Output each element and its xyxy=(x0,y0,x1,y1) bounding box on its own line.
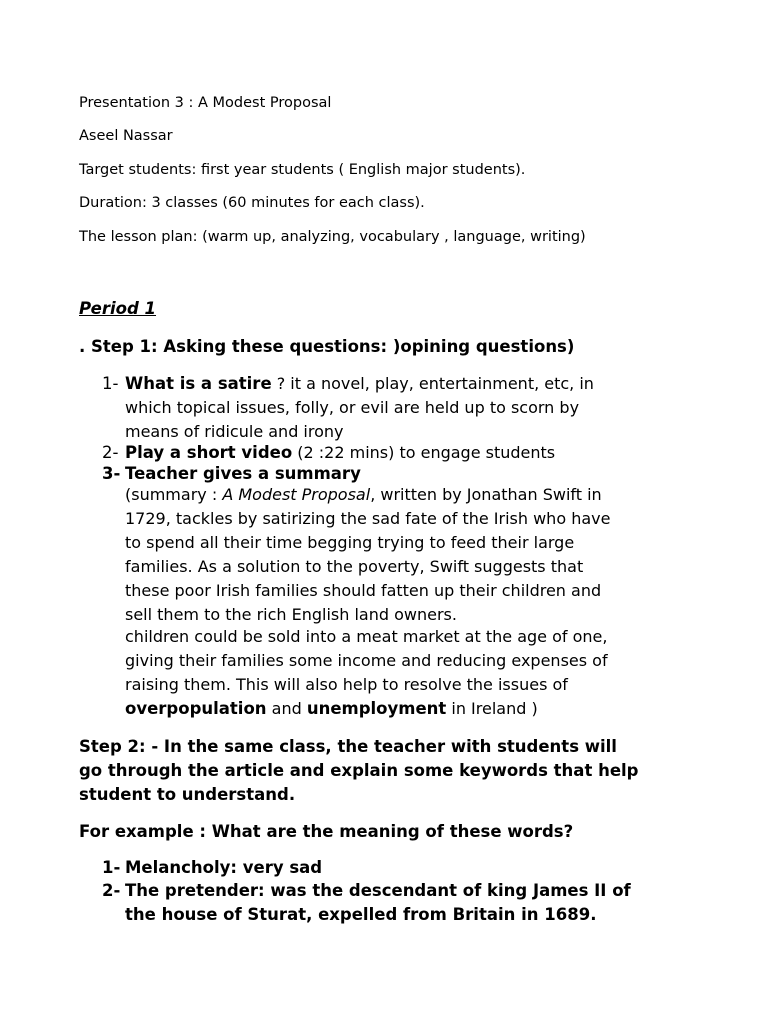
summary-line: giving their families some income and reducing expenses of xyxy=(125,651,608,670)
list-item xyxy=(125,442,555,464)
step1-heading xyxy=(79,336,574,358)
example-heading: For example : What are the meaning of these words? xyxy=(79,822,574,841)
satire-definition-cont: which topical issues, folly, or evil are held up to scorn by xyxy=(125,398,580,417)
summary-line: to spend all their time begging trying to feed their large xyxy=(125,533,575,552)
summary-line xyxy=(125,698,538,720)
summary-open: (summary : xyxy=(125,485,223,504)
video-item: Play a short video xyxy=(125,443,293,462)
work-title: A Modest Proposal xyxy=(222,485,371,504)
step1-prefix: . xyxy=(79,337,92,356)
summary-line xyxy=(125,484,602,506)
vocab-item: The pretender: was the descendant of king James II of xyxy=(125,881,631,900)
step2-line: student to understand. xyxy=(79,785,296,804)
summary-line: families. As a solution to the poverty, Swift suggests that xyxy=(125,557,584,576)
duration: Duration: 3 classes (60 minutes for each class). xyxy=(79,195,425,211)
list-item-number: 2- xyxy=(102,881,121,900)
lesson-plan: The lesson plan: (warm up, analyzing, vocabulary , language, writing) xyxy=(79,229,586,245)
list-item-number: 1- xyxy=(102,858,121,877)
satire-definition-cont: means of ridicule and irony xyxy=(125,422,344,441)
keyword-overpopulation: overpopulation xyxy=(125,699,267,718)
summary-line: children could be sold into a meat market at the age of one, xyxy=(125,627,608,646)
summary-text: , written by Jonathan Swift in xyxy=(370,485,602,504)
presentation-title: Presentation 3 : A Modest Proposal xyxy=(79,95,332,111)
list-item-number: 2- xyxy=(102,443,119,462)
summary-line: 1729, tackles by satirizing the sad fate of the Irish who have xyxy=(125,509,611,528)
list-item-number: 3- xyxy=(102,464,121,483)
list-item xyxy=(125,373,594,395)
step1-title: Step 1: Asking these questions: )opining questions) xyxy=(91,337,575,356)
summary-text: in Ireland ) xyxy=(446,699,538,718)
summary-line: raising them. This will also help to resolve the issues of xyxy=(125,675,568,694)
summary-text: and xyxy=(266,699,307,718)
keyword-unemployment: unemployment xyxy=(306,699,447,718)
author-name: Aseel Nassar xyxy=(79,128,173,144)
step2-line: go through the article and explain some keywords that help xyxy=(79,761,639,780)
summary-line: sell them to the rich English land owners. xyxy=(125,605,457,624)
summary-line: these poor Irish families should fatten up their children and xyxy=(125,581,602,600)
summary-item: Teacher gives a summary xyxy=(125,464,361,483)
video-detail: (2 :22 mins) to engage students xyxy=(292,443,556,462)
vocab-item: Melancholy: very sad xyxy=(125,858,323,877)
vocab-item-cont: the house of Sturat, expelled from Britain in 1689. xyxy=(125,905,597,924)
target-students: Target students: first year students ( English major students). xyxy=(79,162,526,178)
step2-line: Step 2: - In the same class, the teacher with students will xyxy=(79,737,617,756)
satire-definition: ? it a novel, play, entertainment, etc, in xyxy=(271,374,594,393)
period-heading: Period 1 xyxy=(79,299,157,318)
satire-question: What is a satire xyxy=(125,374,272,393)
list-item-number: 1- xyxy=(102,374,119,393)
